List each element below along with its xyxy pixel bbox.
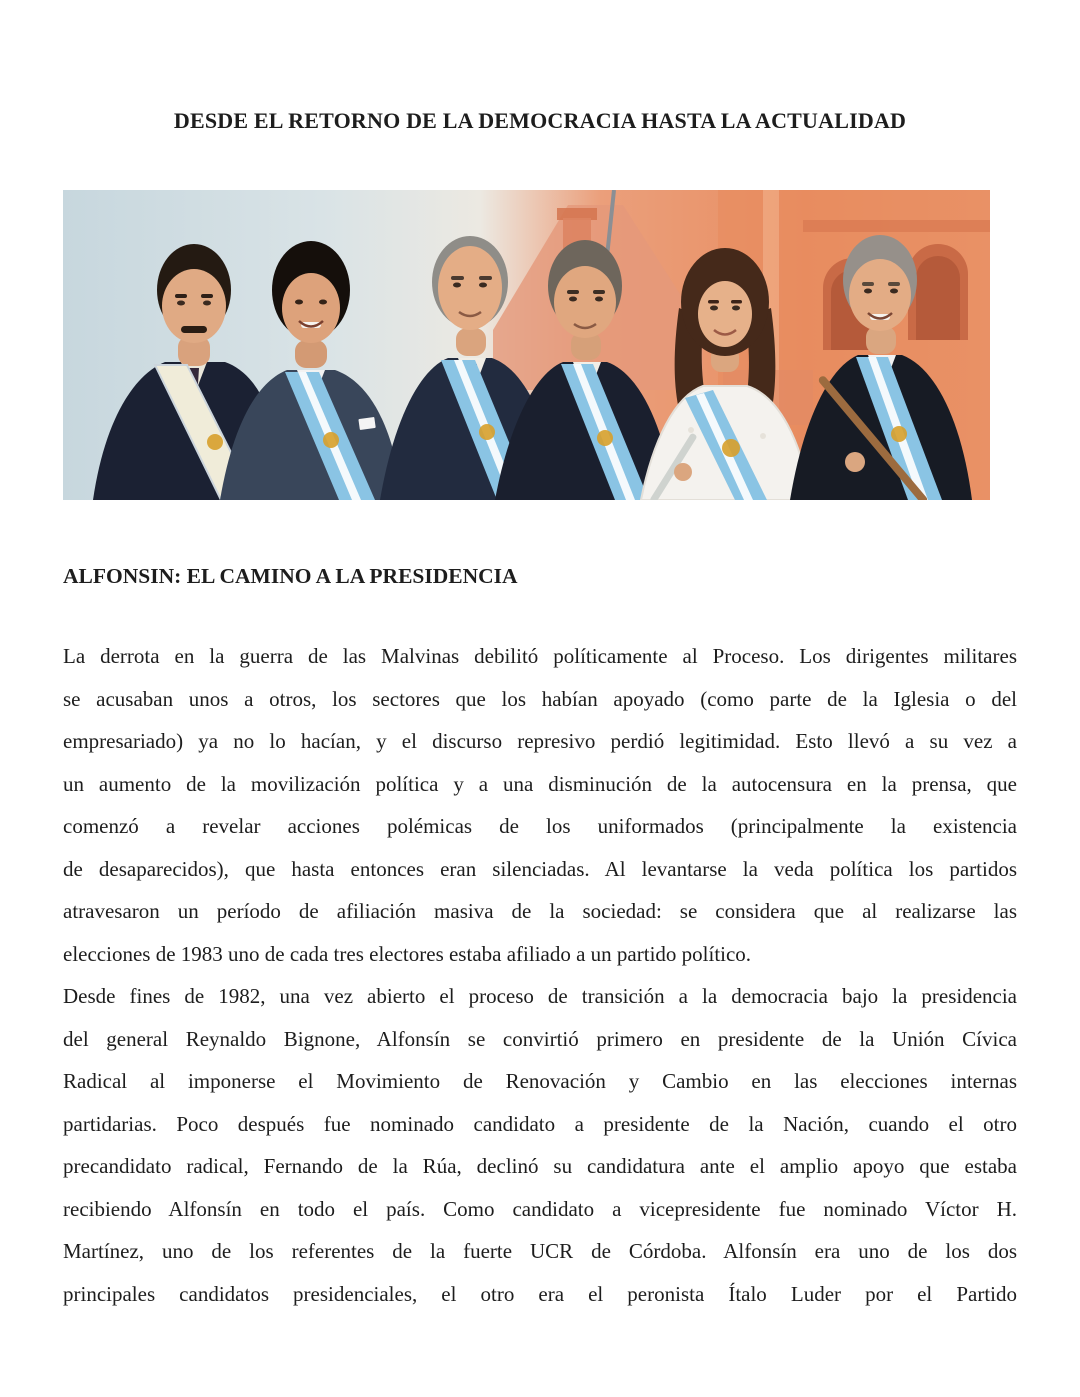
text-line: empresariado) ya no lo hacían, y el discurso represivo perdió legitimidad. Esto llevó a su vez a [63,729,1017,753]
text-line: precandidato radical, Fernando de la Rúa, declinó su candidatura ante el amplio apoyo que estaba [63,1154,1017,1178]
text-line: se acusaban unos a otros, los sectores que los habían apoyado (como parte de la Iglesia o del [63,686,1017,711]
text-line: del general Reynaldo Bignone, Alfonsín se convirtió primero en presidente de la Unión Cívica [63,1026,1017,1051]
presidents-photo [63,190,990,500]
paragraph-1 [63,635,1017,975]
text-line: de desaparecidos), que hasta entonces eran silenciadas. Al levantarse la veda política los partidos [63,856,1017,881]
text-line: Martínez, uno de los referentes de la fuerte UCR de Córdoba. Alfonsín era uno de los dos [63,1239,1017,1263]
section-heading: ALFONSIN: EL CAMINO A LA PRESIDENCIA [63,564,518,588]
text-line: Radical al imponerse el Movimiento de Renovación y Cambio en las elecciones internas [63,1069,1017,1093]
text-line: La derrota en la guerra de las Malvinas debilitó políticamente al Proceso. Los dirigentes militares [63,644,1017,668]
text-line: elecciones de 1983 uno de cada tres electores estaba afiliado a un partido político. [63,941,752,966]
page-title: DESDE EL RETORNO DE LA DEMOCRACIA HASTA LA ACTUALIDAD [173,108,907,133]
paragraph-2 [63,975,1017,1315]
text-line: principales candidatos presidenciales, el otro era el peronista Ítalo Luder por el Partido [63,1281,1017,1306]
text-line: recibiendo Alfonsín en todo el país. Como candidato a vicepresidente fue nominado Víctor H. [63,1196,1017,1221]
text-line: comenzó a revelar acciones polémicas de los uniformados (principalmente la existencia [63,814,1017,838]
presidents-photo-illustration [63,190,990,500]
document-page [63,0,1017,1315]
text-line: un aumento de la movilización política y a una disminución de la autocensura en la prensa, que [63,771,1017,796]
text-line: Desde fines de 1982, una vez abierto el proceso de transición a la democracia bajo la presidencia [63,984,1017,1008]
text-line: partidarias. Poco después fue nominado candidato a presidente de la Nación, cuando el otro [63,1111,1017,1136]
text-line: atravesaron un período de afiliación masiva de la sociedad: se considera que al realizarse las [63,899,1017,923]
body-text [63,635,1017,1315]
